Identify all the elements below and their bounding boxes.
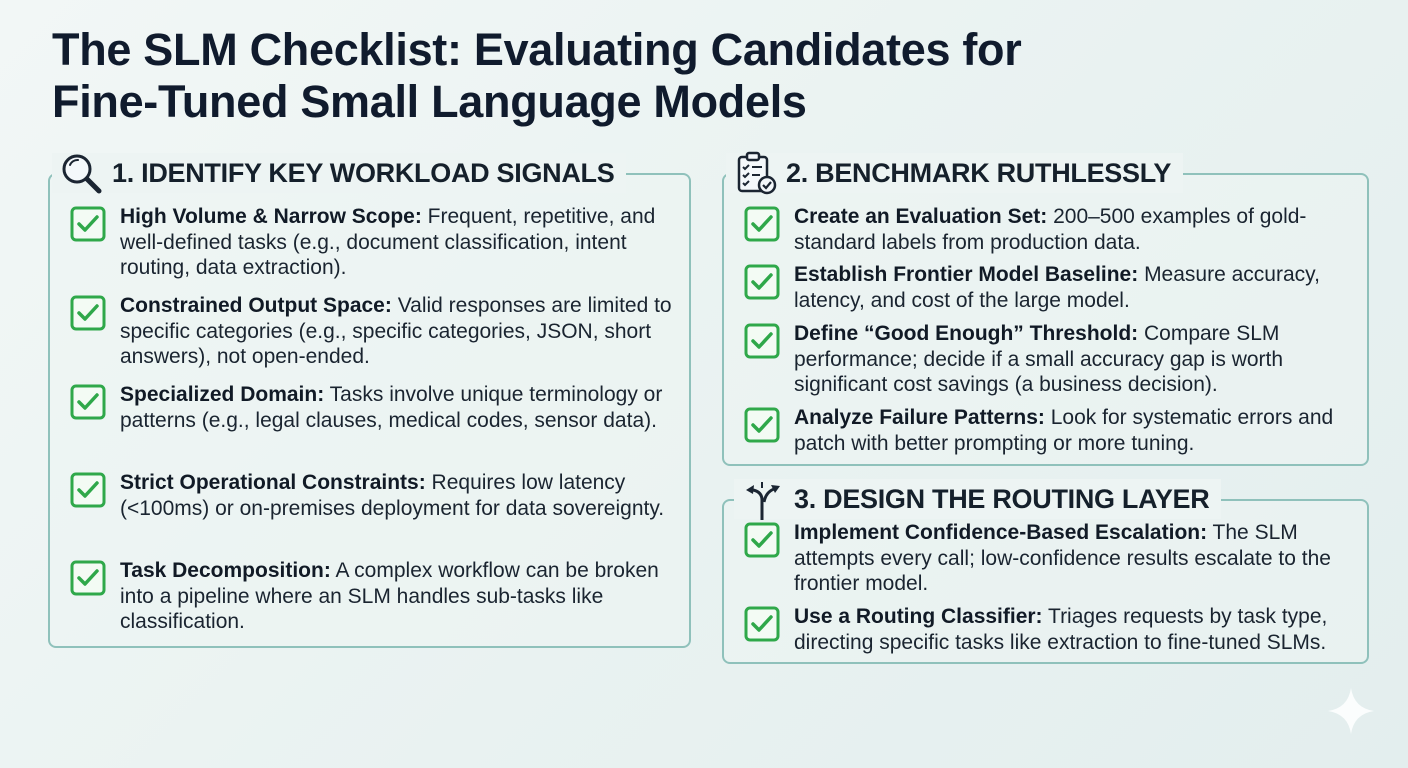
item-label: Define “Good Enough” Threshold: (794, 322, 1139, 345)
title-line-2: Fine-Tuned Small Language Models (52, 76, 807, 127)
checkbox-checked-icon (70, 295, 106, 331)
section-1-item-1 (70, 204, 680, 281)
checkbox-checked-icon (744, 407, 780, 443)
checkbox-checked-icon (744, 606, 780, 642)
section-2-item-1 (744, 204, 1359, 255)
title-line-1: The SLM Checklist: Evaluating Candidates for (52, 24, 1022, 75)
item-label: Specialized Domain: (120, 383, 325, 406)
magnifier-icon (58, 150, 104, 196)
item-label: Analyze Failure Patterns: (794, 406, 1045, 429)
section-2-item-2 (744, 262, 1359, 313)
section-3-header (734, 479, 1221, 519)
item-label: Use a Routing Classifier: (794, 605, 1043, 628)
section-2-item-4 (744, 405, 1359, 456)
item-label: Implement Confidence-Based Escalation: (794, 521, 1208, 544)
item-label: Task Decomposition: (120, 559, 331, 582)
item-description: Requires low latency (<100ms) or on-premises deployment for data sovereignty. (120, 471, 665, 520)
checkbox-checked-icon (70, 206, 106, 242)
item-description: Valid responses are limited to specific categories (e.g., specific categories, JSON, short answers), not open-ended. (120, 294, 672, 369)
item-description: Look for systematic errors and patch with better prompting or more tuning. (794, 406, 1334, 455)
section-1-item-2 (70, 293, 680, 370)
section-1-header (52, 153, 626, 193)
checkbox-checked-icon (70, 384, 106, 420)
section-3-item-1 (744, 520, 1359, 597)
item-description: 200–500 examples of gold-standard labels from production data. (794, 205, 1307, 254)
checkbox-checked-icon (744, 323, 780, 359)
item-description: Frequent, repetitive, and well-defined tasks (e.g., document classification, intent routing, data extraction). (120, 205, 656, 280)
section-2-title: 2. BENCHMARK RUTHLESSLY (786, 157, 1172, 188)
item-label: Establish Frontier Model Baseline: (794, 263, 1139, 286)
checkbox-checked-icon (744, 206, 780, 242)
item-description: Tasks involve unique terminology or patterns (e.g., legal clauses, medical codes, sensor data). (120, 383, 663, 432)
sparkle-icon (1326, 686, 1376, 736)
section-1-item-4 (70, 470, 680, 521)
checkbox-checked-icon (70, 560, 106, 596)
item-description: Compare SLM performance; decide if a small accuracy gap is worth significant cost savings (a business decision). (794, 322, 1284, 397)
checkbox-checked-icon (744, 264, 780, 300)
clipboard-checklist-icon (732, 150, 778, 196)
item-description: Measure accuracy, latency, and cost of the large model. (794, 263, 1320, 312)
section-1-item-5 (70, 558, 680, 635)
item-label: Strict Operational Constraints: (120, 471, 426, 494)
checkbox-checked-icon (744, 522, 780, 558)
section-2-header (726, 153, 1183, 193)
page-title (52, 24, 1352, 128)
checkbox-checked-icon (70, 472, 106, 508)
section-2-item-3 (744, 321, 1359, 398)
item-description: The SLM attempts every call; low-confidence results escalate to the frontier model. (794, 521, 1331, 596)
section-1-title: 1. IDENTIFY KEY WORKLOAD SIGNALS (112, 157, 615, 188)
section-3-title: 3. DESIGN THE ROUTING LAYER (794, 483, 1210, 514)
item-label: Constrained Output Space: (120, 294, 392, 317)
item-description: Triages requests by task type, directing specific tasks like extraction to fine-tuned SLMs. (794, 605, 1328, 654)
item-label: High Volume & Narrow Scope: (120, 205, 422, 228)
item-label: Create an Evaluation Set: (794, 205, 1048, 228)
item-description: A complex workflow can be broken into a pipeline where an SLM handles sub-tasks like classification. (120, 559, 659, 634)
routing-arrows-icon (740, 476, 786, 522)
section-3-item-2 (744, 604, 1359, 655)
section-1-item-3 (70, 382, 680, 433)
